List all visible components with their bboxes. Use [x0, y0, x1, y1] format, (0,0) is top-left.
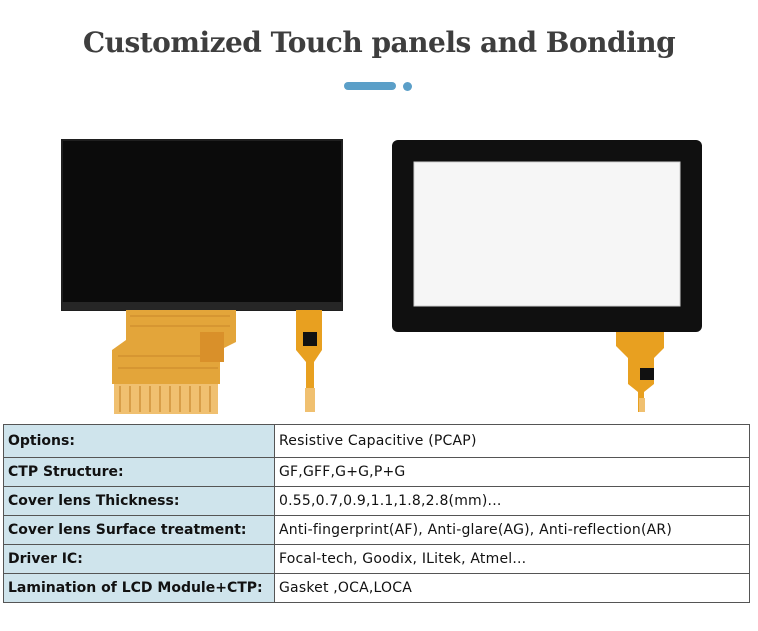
capacitive-touch-panel-photo — [388, 136, 706, 418]
title-underline-dot — [403, 82, 412, 91]
spec-label: Cover lens Thickness: — [4, 487, 275, 516]
table-row — [4, 516, 750, 545]
spec-label: Driver IC: — [4, 545, 275, 574]
spec-value: Resistive Capacitive (PCAP) — [275, 425, 750, 458]
spec-value: Anti-fingerprint(AF), Anti-glare(AG), Anti-reflection(AR) — [275, 516, 750, 545]
spec-label: Options: — [4, 425, 275, 458]
lcd-module-photo — [60, 136, 344, 418]
table-row — [4, 545, 750, 574]
spec-label: CTP Structure: — [4, 458, 275, 487]
table-row — [4, 574, 750, 603]
title-underline-bar — [344, 82, 396, 90]
spec-value: GF,GFF,G+G,P+G — [275, 458, 750, 487]
table-row — [4, 425, 750, 458]
spec-value: Focal-tech, Goodix, ILitek, Atmel... — [275, 545, 750, 574]
spec-label: Lamination of LCD Module+CTP: — [4, 574, 275, 603]
spec-label: Cover lens Surface treatment: — [4, 516, 275, 545]
spec-value: 0.55,0.7,0.9,1.1,1.8,2.8(mm)... — [275, 487, 750, 516]
specification-table — [3, 424, 750, 603]
table-row — [4, 458, 750, 487]
table-row — [4, 487, 750, 516]
spec-value: Gasket ,OCA,LOCA — [275, 574, 750, 603]
page-title: Customized Touch panels and Bonding — [82, 26, 676, 59]
